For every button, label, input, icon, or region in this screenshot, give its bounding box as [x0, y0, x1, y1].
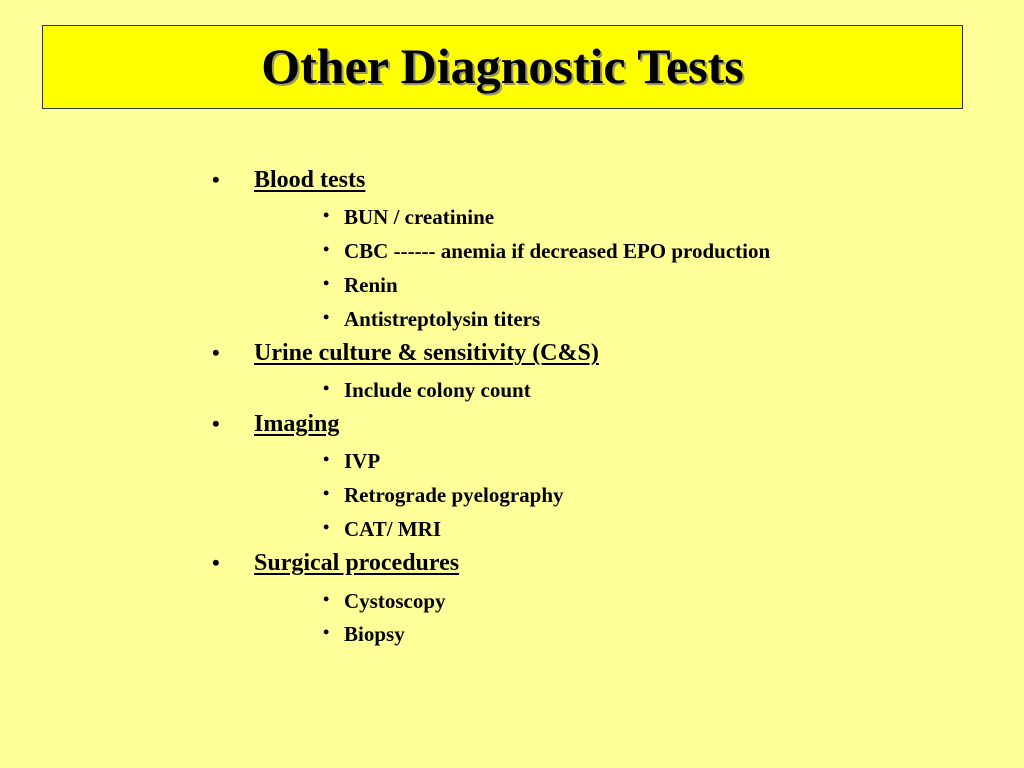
sub-item: Retrograde pyelography: [344, 483, 564, 507]
sub-item: CAT/ MRI: [344, 517, 442, 541]
section-heading: Imaging: [254, 411, 340, 437]
sub-item: CBC ------ anemia if decreased EPO production: [344, 239, 771, 263]
bullet-icon: •: [212, 340, 220, 365]
bullet-icon: •: [323, 307, 330, 327]
bullet-icon: •: [323, 483, 330, 503]
section-heading: Blood tests: [254, 167, 366, 193]
sub-item: Renin: [344, 273, 398, 297]
section-heading: Urine culture & sensitivity (C&S): [254, 340, 599, 366]
bullet-icon: •: [323, 517, 330, 537]
section-heading: Surgical procedures: [254, 550, 460, 576]
bullet-icon: •: [323, 449, 330, 469]
sub-item: BUN / creatinine: [344, 205, 495, 229]
sub-item: IVP: [344, 449, 381, 473]
slide-title: Other Diagnostic Tests: [261, 38, 744, 94]
bullet-icon: •: [323, 622, 330, 642]
bullet-icon: •: [212, 167, 220, 192]
sub-item: Antistreptolysin titers: [344, 307, 541, 331]
bullet-icon: •: [212, 550, 220, 575]
sub-item: Biopsy: [344, 622, 405, 646]
bullet-icon: •: [323, 589, 330, 609]
sub-item: Include colony count: [344, 378, 531, 402]
bullet-icon: •: [212, 411, 220, 436]
bullet-icon: •: [323, 239, 330, 259]
sub-item: Cystoscopy: [344, 589, 446, 613]
bullet-icon: •: [323, 378, 330, 398]
bullet-icon: •: [323, 273, 330, 293]
bullet-icon: •: [323, 205, 330, 225]
